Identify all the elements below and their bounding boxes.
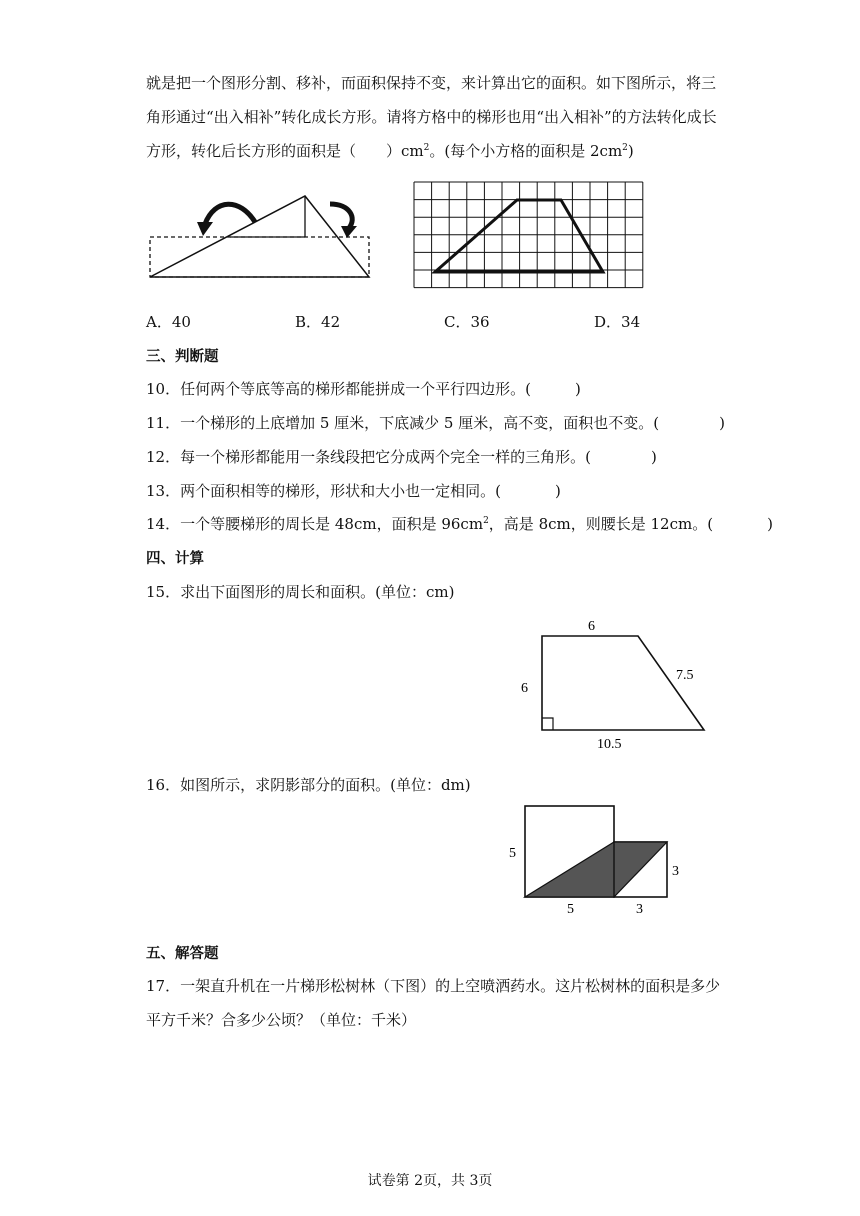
dashed-rectangle [150, 237, 369, 277]
label-left: 5 [509, 846, 516, 861]
grid-trapezoid-figure [410, 180, 646, 300]
label-left: 6 [521, 681, 528, 696]
question-13: 13．两个面积相等的梯形，形状和大小也一定相同。( ) [146, 482, 561, 500]
right-angle-mark [542, 718, 553, 730]
label-right: 3 [672, 864, 679, 879]
question-15: 15．求出下面图形的周长和面积。(单位：cm) [146, 583, 455, 601]
label-bottom: 10.5 [597, 737, 622, 752]
shaded-region [525, 842, 667, 897]
trapezoid [435, 200, 603, 272]
triangle-to-rectangle-figure [145, 190, 375, 290]
left-arrow-icon [205, 204, 255, 224]
intro-line-2: 角形通过“出入相补”转化成长方形。请将方格中的梯形也用“出入相补”的方法转化成长 [146, 108, 717, 126]
intro-line-3 [146, 140, 634, 161]
intro-line-1: 就是把一个图形分割、移补，而面积保持不变，来计算出它的面积。如下图所示，将三 [146, 74, 717, 92]
question-11: 11．一个梯形的上底增加 5 厘米，下底减少 5 厘米，高不变，面积也不变。( ) [146, 414, 725, 432]
label-bottom-right: 3 [636, 902, 643, 917]
intro-line-3-b: ）cm [386, 142, 424, 160]
option-d[interactable]: D．34 [594, 313, 641, 331]
question-12: 12．每一个梯形都能用一条线段把它分成两个完全一样的三角形。( ) [146, 448, 657, 466]
section-3-heading: 三、判断题 [146, 349, 219, 365]
option-b[interactable]: B．42 [295, 313, 341, 331]
page-footer: 试卷第 2页，共 3页 [367, 1173, 493, 1189]
label-top: 6 [588, 619, 595, 634]
intro-line-3-c: 。(每个小方格的面积是 2cm [429, 142, 623, 160]
option-c[interactable]: C．36 [444, 313, 490, 331]
question-14: 14．一个等腰梯形的周长是 48cm，面积是 $96cm^2$，高是 8cm，则腰长是 12cm。( ) [146, 515, 773, 533]
label-bottom-left: 5 [567, 902, 574, 917]
intro-line-3-a: 方形，转化后长方形的面积是（ [146, 142, 357, 160]
sup-2a: 2 [423, 143, 430, 153]
right-arrow-icon [330, 204, 352, 228]
option-a[interactable]: A．40 [146, 313, 191, 331]
question-16: 16．如图所示，求阴影部分的面积。(单位：dm) [146, 776, 471, 794]
label-slant: 7.5 [676, 668, 694, 683]
sup-2b: 2 [622, 143, 628, 153]
shaded-area-figure [500, 800, 700, 925]
right-trapezoid-figure [515, 615, 715, 755]
question-10: 10．任何两个等底等高的梯形都能拼成一个平行四边形。( ) [146, 380, 581, 398]
section-4-heading: 四、计算 [146, 551, 204, 567]
question-17-line-2: 平方千米？合多少公顷？（单位：千米） [146, 1011, 417, 1029]
question-17-line-1: 17．一架直升机在一片梯形松树林（下图）的上空喷洒药水。这片松树林的面积是多少 [146, 977, 721, 995]
section-5-heading: 五、解答题 [146, 946, 219, 962]
intro-line-3-d: ) [627, 142, 634, 160]
